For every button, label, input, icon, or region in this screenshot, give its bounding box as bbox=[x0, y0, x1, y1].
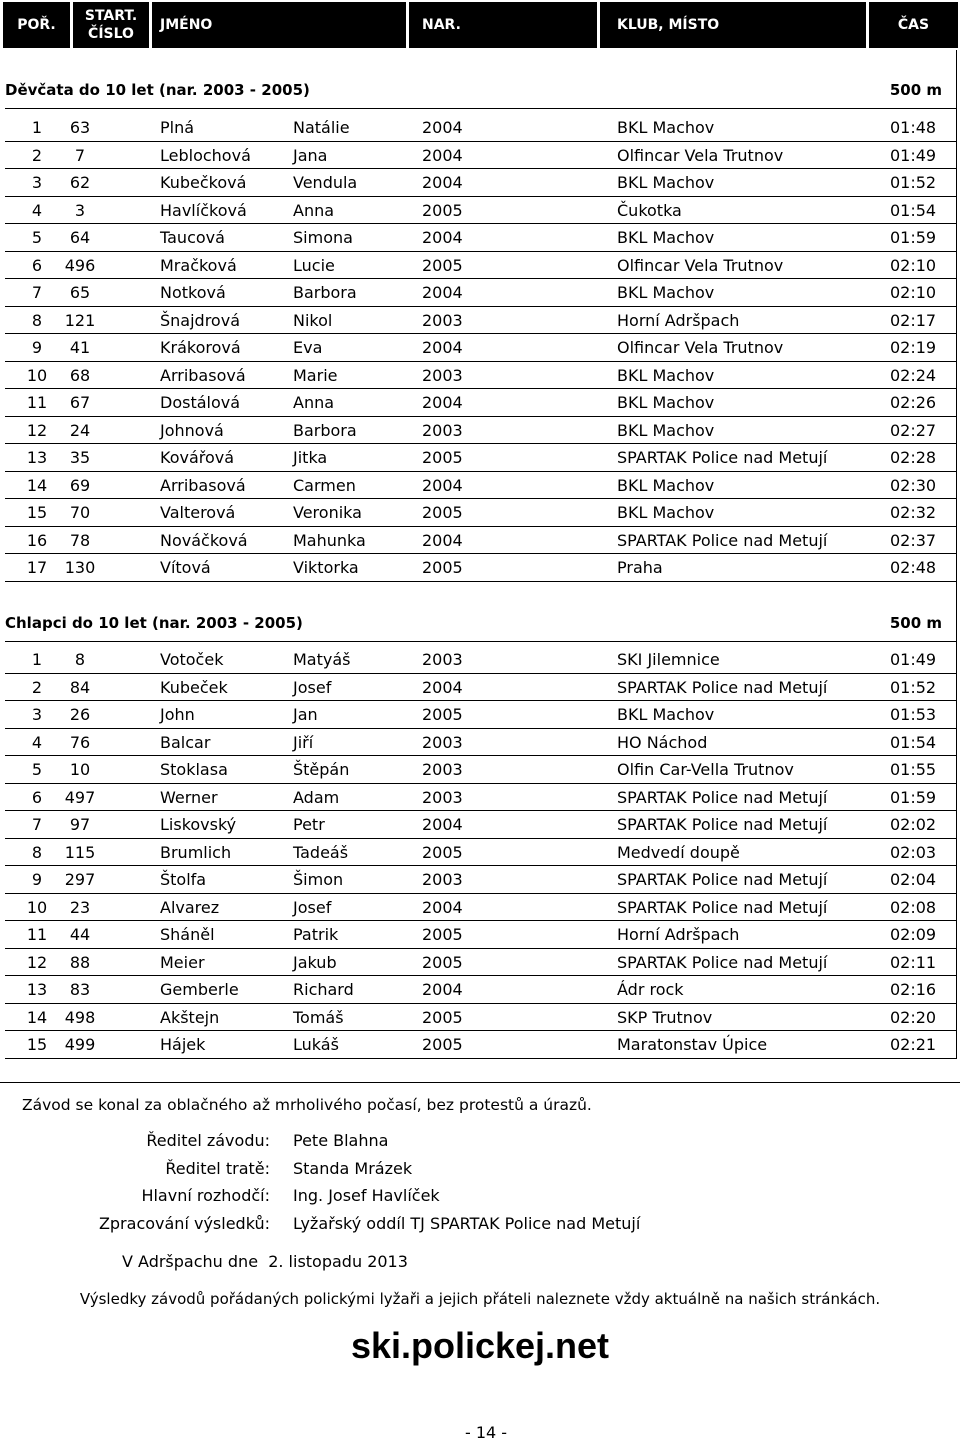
result-bib: 97 bbox=[69, 815, 91, 834]
result-time: 02:11 bbox=[890, 952, 937, 972]
section-distance: 500 m bbox=[889, 614, 942, 632]
header-place bbox=[3, 2, 70, 48]
result-first-name: Anna bbox=[293, 200, 335, 220]
result-bib: 44 bbox=[69, 925, 91, 944]
result-born: 2005 bbox=[422, 1007, 463, 1027]
result-club: Maratonstav Úpice bbox=[617, 1035, 768, 1054]
result-club: SPARTAK Police nad Metují bbox=[617, 677, 828, 697]
result-time: 02:26 bbox=[890, 393, 937, 412]
header-born-label: NAR. bbox=[422, 17, 461, 33]
result-bib: 115 bbox=[64, 842, 96, 862]
result-first-name: Adam bbox=[293, 787, 340, 807]
result-place: 5 bbox=[31, 760, 43, 779]
result-time: 01:54 bbox=[890, 200, 937, 220]
header-place-label: POŘ. bbox=[17, 17, 56, 33]
result-row bbox=[5, 1031, 956, 1059]
header-name-label: JMÉNO bbox=[160, 17, 213, 33]
official-row bbox=[0, 1214, 960, 1238]
result-time: 02:03 bbox=[890, 842, 937, 862]
result-first-name: Anna bbox=[293, 393, 335, 412]
result-row bbox=[5, 417, 956, 445]
result-club: SPARTAK Police nad Metují bbox=[617, 448, 828, 467]
result-place: 12 bbox=[26, 420, 48, 440]
header-name bbox=[152, 2, 406, 48]
result-time: 01:55 bbox=[890, 760, 937, 779]
result-bib: 24 bbox=[69, 420, 91, 440]
result-place: 12 bbox=[26, 952, 48, 972]
result-club: Olfin Car-Vella Trutnov bbox=[617, 760, 794, 779]
result-born: 2003 bbox=[422, 760, 463, 779]
result-row bbox=[5, 527, 956, 555]
result-place: 6 bbox=[31, 255, 43, 275]
result-club: BKL Machov bbox=[617, 503, 715, 522]
result-first-name: Natálie bbox=[293, 118, 350, 137]
result-time: 02:10 bbox=[890, 283, 937, 302]
result-surname: Nováčková bbox=[160, 530, 248, 550]
result-first-name: Nikol bbox=[293, 310, 333, 330]
result-time: 02:10 bbox=[890, 255, 937, 275]
result-bib: 64 bbox=[69, 228, 91, 247]
result-row bbox=[5, 444, 956, 472]
result-time: 01:52 bbox=[890, 677, 937, 697]
section-title-girls bbox=[5, 72, 956, 109]
official-row bbox=[0, 1159, 960, 1183]
result-surname: Werner bbox=[160, 787, 218, 807]
result-surname: Mračková bbox=[160, 255, 237, 275]
official-role: Hlavní rozhodčí: bbox=[141, 1186, 270, 1205]
result-club: BKL Machov bbox=[617, 705, 715, 724]
official-role: Ředitel tratě: bbox=[165, 1159, 270, 1178]
footer-divider bbox=[0, 1082, 960, 1083]
result-club: HO Náchod bbox=[617, 732, 708, 752]
result-bib: 121 bbox=[64, 310, 96, 330]
result-time: 02:27 bbox=[890, 420, 937, 440]
result-bib: 41 bbox=[69, 338, 91, 357]
result-row bbox=[5, 646, 956, 674]
result-row bbox=[5, 894, 956, 922]
result-born: 2004 bbox=[422, 530, 463, 550]
result-place: 8 bbox=[31, 842, 43, 862]
result-surname: Štolfa bbox=[160, 870, 207, 889]
result-born: 2005 bbox=[422, 448, 463, 467]
page-number: - 14 - bbox=[464, 1423, 508, 1442]
result-time: 01:49 bbox=[890, 145, 937, 165]
result-surname: Vítová bbox=[160, 558, 211, 577]
result-surname: Leblochová bbox=[160, 145, 251, 165]
result-first-name: Barbora bbox=[293, 283, 357, 302]
result-bib: 7 bbox=[74, 145, 86, 165]
result-row bbox=[5, 1004, 956, 1032]
result-time: 01:48 bbox=[890, 118, 937, 137]
header-club bbox=[600, 2, 866, 48]
result-place: 3 bbox=[31, 173, 43, 192]
result-surname: Kovářová bbox=[160, 448, 235, 467]
result-born: 2004 bbox=[422, 118, 463, 137]
result-born: 2003 bbox=[422, 787, 463, 807]
result-surname: Votoček bbox=[160, 650, 224, 669]
result-bib: 496 bbox=[64, 255, 96, 275]
result-first-name: Carmen bbox=[293, 475, 356, 495]
result-place: 11 bbox=[26, 925, 48, 944]
result-club: Horní Adršpach bbox=[617, 310, 740, 330]
table-right-border bbox=[956, 50, 957, 1059]
date-line: V Adršpachu dne 2. listopadu 2013 bbox=[122, 1252, 408, 1271]
result-bib: 76 bbox=[69, 732, 91, 752]
result-surname: Alvarez bbox=[160, 897, 220, 917]
result-time: 02:24 bbox=[890, 365, 937, 385]
result-time: 02:08 bbox=[890, 897, 937, 917]
result-surname: Valterová bbox=[160, 503, 236, 522]
result-club: BKL Machov bbox=[617, 118, 715, 137]
result-time: 01:59 bbox=[890, 228, 937, 247]
result-born: 2004 bbox=[422, 173, 463, 192]
result-row bbox=[5, 499, 956, 527]
result-row bbox=[5, 197, 956, 225]
result-first-name: Eva bbox=[293, 338, 323, 357]
official-row bbox=[0, 1131, 960, 1155]
result-surname: Liskovský bbox=[160, 815, 237, 834]
result-surname: Taucová bbox=[160, 228, 225, 247]
result-row bbox=[5, 949, 956, 977]
result-first-name: Richard bbox=[293, 980, 354, 999]
result-surname: Kubečková bbox=[160, 173, 247, 192]
result-bib: 88 bbox=[69, 952, 91, 972]
result-row bbox=[5, 472, 956, 500]
result-surname: Balcar bbox=[160, 732, 211, 752]
result-first-name: Štěpán bbox=[293, 760, 350, 779]
result-club: Čukotka bbox=[617, 200, 682, 220]
result-bib: 68 bbox=[69, 365, 91, 385]
result-surname: Krákorová bbox=[160, 338, 241, 357]
result-born: 2005 bbox=[422, 1035, 463, 1054]
result-bib: 23 bbox=[69, 897, 91, 917]
result-club: SPARTAK Police nad Metují bbox=[617, 870, 828, 889]
result-place: 5 bbox=[31, 228, 43, 247]
result-first-name: Jana bbox=[293, 145, 328, 165]
result-row bbox=[5, 554, 956, 582]
result-time: 02:48 bbox=[890, 558, 937, 577]
result-bib: 26 bbox=[69, 705, 91, 724]
result-club: Olfincar Vela Trutnov bbox=[617, 145, 784, 165]
result-bib: 130 bbox=[64, 558, 96, 577]
result-row bbox=[5, 114, 956, 142]
result-bib: 297 bbox=[64, 870, 96, 889]
result-first-name: Jan bbox=[293, 705, 318, 724]
result-first-name: Barbora bbox=[293, 420, 357, 440]
result-row bbox=[5, 866, 956, 894]
result-first-name: Vendula bbox=[293, 173, 358, 192]
result-bib: 65 bbox=[69, 283, 91, 302]
result-first-name: Veronika bbox=[293, 503, 362, 522]
result-club: BKL Machov bbox=[617, 228, 715, 247]
result-surname: Notková bbox=[160, 283, 226, 302]
result-surname: Plná bbox=[160, 118, 195, 137]
result-born: 2004 bbox=[422, 145, 463, 165]
website-note: Výsledky závodů pořádaných polickými lyžaři a jejich přáteli naleznete vždy aktuálně na našich stránkách. bbox=[79, 1290, 881, 1308]
result-born: 2004 bbox=[422, 283, 463, 302]
official-role: Zpracování výsledků: bbox=[98, 1214, 270, 1233]
result-place: 16 bbox=[26, 530, 48, 550]
result-place: 4 bbox=[31, 732, 43, 752]
result-first-name: Lukáš bbox=[293, 1035, 339, 1054]
result-born: 2004 bbox=[422, 897, 463, 917]
result-born: 2003 bbox=[422, 310, 463, 330]
result-born: 2005 bbox=[422, 255, 463, 275]
result-surname: Gemberle bbox=[160, 980, 239, 999]
result-born: 2005 bbox=[422, 503, 463, 522]
weather-note: Závod se konal za oblačného až mrholivého počasí, bez protestů a úrazů. bbox=[22, 1096, 592, 1114]
result-time: 01:59 bbox=[890, 787, 937, 807]
result-club: BKL Machov bbox=[617, 475, 715, 495]
result-born: 2003 bbox=[422, 650, 463, 669]
result-time: 02:17 bbox=[890, 310, 937, 330]
result-first-name: Viktorka bbox=[293, 558, 359, 577]
result-bib: 499 bbox=[64, 1035, 96, 1054]
result-first-name: Šimon bbox=[293, 870, 344, 889]
result-born: 2004 bbox=[422, 228, 463, 247]
result-time: 01:49 bbox=[890, 650, 937, 669]
result-row bbox=[5, 389, 956, 417]
result-bib: 3 bbox=[74, 200, 86, 220]
result-club: SPARTAK Police nad Metují bbox=[617, 952, 828, 972]
result-bib: 8 bbox=[74, 650, 86, 669]
result-club: BKL Machov bbox=[617, 420, 715, 440]
section-distance: 500 m bbox=[889, 81, 942, 99]
result-row bbox=[5, 279, 956, 307]
result-club: Olfincar Vela Trutnov bbox=[617, 255, 784, 275]
result-time: 02:16 bbox=[890, 980, 937, 999]
result-first-name: Tadeáš bbox=[293, 842, 349, 862]
result-born: 2004 bbox=[422, 338, 463, 357]
result-club: Olfincar Vela Trutnov bbox=[617, 338, 784, 357]
result-place: 2 bbox=[31, 677, 43, 697]
result-surname: Stoklasa bbox=[160, 760, 228, 779]
result-club: BKL Machov bbox=[617, 173, 715, 192]
results-boys bbox=[5, 646, 956, 1059]
result-born: 2004 bbox=[422, 815, 463, 834]
result-born: 2003 bbox=[422, 732, 463, 752]
result-row bbox=[5, 674, 956, 702]
result-born: 2003 bbox=[422, 870, 463, 889]
result-place: 14 bbox=[26, 475, 48, 495]
result-place: 3 bbox=[31, 705, 43, 724]
result-bib: 67 bbox=[69, 393, 91, 412]
result-born: 2004 bbox=[422, 393, 463, 412]
result-born: 2004 bbox=[422, 677, 463, 697]
result-born: 2005 bbox=[422, 200, 463, 220]
official-row bbox=[0, 1186, 960, 1210]
result-time: 02:21 bbox=[890, 1035, 937, 1054]
result-place: 1 bbox=[31, 650, 43, 669]
result-time: 01:52 bbox=[890, 173, 937, 192]
result-row bbox=[5, 224, 956, 252]
result-bib: 63 bbox=[69, 118, 91, 137]
result-surname: Hájek bbox=[160, 1035, 206, 1054]
result-surname: Šnajdrová bbox=[160, 310, 240, 330]
result-time: 02:28 bbox=[890, 448, 937, 467]
result-club: Horní Adršpach bbox=[617, 925, 740, 944]
result-club: BKL Machov bbox=[617, 283, 715, 302]
result-time: 01:54 bbox=[890, 732, 937, 752]
header-born bbox=[409, 2, 597, 48]
official-name: Ing. Josef Havlíček bbox=[293, 1186, 440, 1205]
result-surname: Arribasová bbox=[160, 365, 246, 385]
result-row bbox=[5, 307, 956, 335]
result-place: 9 bbox=[31, 870, 43, 889]
result-time: 02:04 bbox=[890, 870, 937, 889]
result-bib: 78 bbox=[69, 530, 91, 550]
result-first-name: Matyáš bbox=[293, 650, 351, 669]
result-surname: Johnová bbox=[160, 420, 224, 440]
result-bib: 84 bbox=[69, 677, 91, 697]
result-row bbox=[5, 784, 956, 812]
result-row bbox=[5, 142, 956, 170]
result-born: 2005 bbox=[422, 558, 463, 577]
result-born: 2004 bbox=[422, 475, 463, 495]
result-surname: Meier bbox=[160, 952, 205, 972]
result-first-name: Marie bbox=[293, 365, 338, 385]
result-row bbox=[5, 362, 956, 390]
result-bib: 35 bbox=[69, 448, 91, 467]
result-club: Ádr rock bbox=[617, 980, 684, 999]
result-place: 11 bbox=[26, 393, 48, 412]
result-first-name: Josef bbox=[293, 677, 332, 697]
result-row bbox=[5, 729, 956, 757]
result-row bbox=[5, 811, 956, 839]
result-row bbox=[5, 252, 956, 280]
result-place: 7 bbox=[31, 283, 43, 302]
result-place: 13 bbox=[26, 448, 48, 467]
result-first-name: Jiří bbox=[293, 732, 314, 752]
result-place: 15 bbox=[26, 503, 48, 522]
result-time: 02:37 bbox=[890, 530, 937, 550]
result-bib: 70 bbox=[69, 503, 91, 522]
result-born: 2003 bbox=[422, 365, 463, 385]
result-place: 2 bbox=[31, 145, 43, 165]
official-role: Ředitel závodu: bbox=[146, 1131, 270, 1150]
result-bib: 69 bbox=[69, 475, 91, 495]
result-surname: Arribasová bbox=[160, 475, 246, 495]
result-born: 2004 bbox=[422, 980, 463, 999]
result-bib: 62 bbox=[69, 173, 91, 192]
result-time: 01:53 bbox=[890, 705, 937, 724]
result-time: 02:20 bbox=[890, 1007, 937, 1027]
header-club-label: KLUB, MÍSTO bbox=[617, 17, 720, 33]
result-time: 02:09 bbox=[890, 925, 937, 944]
result-place: 17 bbox=[26, 558, 48, 577]
result-place: 10 bbox=[26, 897, 48, 917]
result-surname: Kubeček bbox=[160, 677, 228, 697]
result-place: 13 bbox=[26, 980, 48, 999]
result-club: SPARTAK Police nad Metují bbox=[617, 787, 828, 807]
result-first-name: Patrik bbox=[293, 925, 339, 944]
result-row bbox=[5, 756, 956, 784]
result-surname: Sháněl bbox=[160, 925, 215, 944]
result-club: SPARTAK Police nad Metují bbox=[617, 897, 828, 917]
result-row bbox=[5, 169, 956, 197]
result-surname: Brumlich bbox=[160, 842, 232, 862]
result-born: 2003 bbox=[422, 420, 463, 440]
result-row bbox=[5, 334, 956, 362]
result-born: 2005 bbox=[422, 842, 463, 862]
official-name: Pete Blahna bbox=[293, 1131, 389, 1150]
result-club: Praha bbox=[617, 558, 663, 577]
result-born: 2005 bbox=[422, 705, 463, 724]
result-first-name: Lucie bbox=[293, 255, 335, 275]
result-bib: 497 bbox=[64, 787, 96, 807]
result-first-name: Mahunka bbox=[293, 530, 366, 550]
result-club: SKI Jilemnice bbox=[617, 650, 720, 669]
header-start-label-1: START. bbox=[84, 8, 138, 24]
official-name: Lyžařský oddíl TJ SPARTAK Police nad Metují bbox=[293, 1214, 641, 1233]
result-first-name: Josef bbox=[293, 897, 332, 917]
website-link[interactable]: ski.polickej.net bbox=[350, 1325, 610, 1366]
result-first-name: Simona bbox=[293, 228, 353, 247]
header-time bbox=[869, 2, 958, 48]
official-name: Standa Mrázek bbox=[293, 1159, 413, 1178]
result-time: 02:32 bbox=[890, 503, 937, 522]
result-born: 2005 bbox=[422, 925, 463, 944]
section-title-boys bbox=[5, 605, 956, 642]
result-club: SPARTAK Police nad Metují bbox=[617, 815, 828, 834]
result-place: 6 bbox=[31, 787, 43, 807]
result-bib: 83 bbox=[69, 980, 91, 999]
result-row bbox=[5, 921, 956, 949]
result-first-name: Jitka bbox=[293, 448, 328, 467]
result-place: 9 bbox=[31, 338, 43, 357]
result-row bbox=[5, 976, 956, 1004]
result-club: BKL Machov bbox=[617, 393, 715, 412]
result-place: 10 bbox=[26, 365, 48, 385]
results-girls bbox=[5, 114, 956, 582]
result-surname: Havlíčková bbox=[160, 200, 247, 220]
section-title-text: Chlapci do 10 let (nar. 2003 - 2005) bbox=[5, 614, 303, 632]
result-row bbox=[5, 701, 956, 729]
result-surname: John bbox=[160, 705, 195, 724]
result-time: 02:19 bbox=[890, 338, 937, 357]
result-surname: Dostálová bbox=[160, 393, 241, 412]
result-club: SKP Trutnov bbox=[617, 1007, 713, 1027]
result-time: 02:30 bbox=[890, 475, 937, 495]
result-surname: Akštejn bbox=[160, 1007, 220, 1027]
result-place: 14 bbox=[26, 1007, 48, 1027]
result-first-name: Petr bbox=[293, 815, 325, 834]
result-place: 7 bbox=[31, 815, 43, 834]
header-start-label-2: ČÍSLO bbox=[88, 26, 134, 42]
result-first-name: Jakub bbox=[293, 952, 337, 972]
result-place: 1 bbox=[31, 118, 43, 137]
result-place: 4 bbox=[31, 200, 43, 220]
result-bib: 498 bbox=[64, 1007, 96, 1027]
result-place: 8 bbox=[31, 310, 43, 330]
result-time: 02:02 bbox=[890, 815, 937, 834]
result-row bbox=[5, 839, 956, 867]
header-start-number bbox=[73, 2, 149, 48]
result-place: 15 bbox=[26, 1035, 48, 1054]
result-club: BKL Machov bbox=[617, 365, 715, 385]
section-title-text: Děvčata do 10 let (nar. 2003 - 2005) bbox=[5, 81, 310, 99]
result-bib: 10 bbox=[69, 760, 91, 779]
result-club: Medvedí doupě bbox=[617, 842, 740, 862]
result-born: 2005 bbox=[422, 952, 463, 972]
header-time-label: ČAS bbox=[897, 17, 930, 33]
result-first-name: Tomáš bbox=[293, 1007, 344, 1027]
result-club: SPARTAK Police nad Metují bbox=[617, 530, 828, 550]
